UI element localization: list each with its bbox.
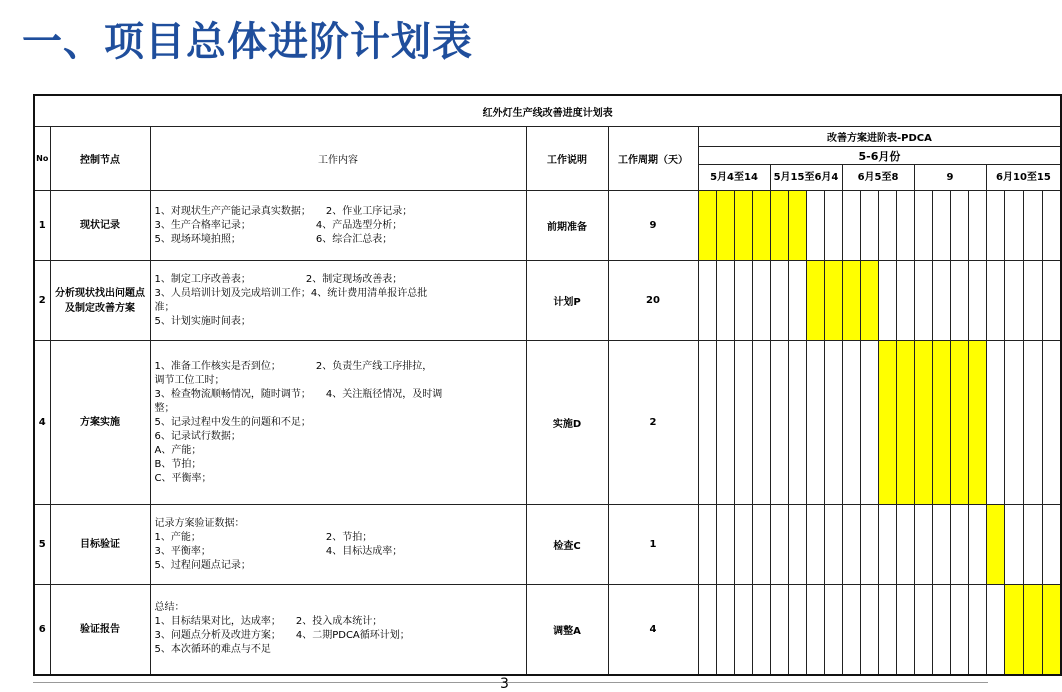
work-content [150, 585, 526, 675]
gantt-cell [770, 341, 788, 505]
gantt-bar-cell [950, 341, 968, 505]
table-row [34, 341, 1061, 505]
gantt-bar-cell [896, 341, 914, 505]
gantt-cell [806, 341, 824, 505]
header-node: 控制节点 [50, 127, 150, 191]
row-number: 2 [34, 261, 50, 341]
gantt-cell [842, 191, 860, 261]
work-period: 1 [608, 505, 698, 585]
gantt-cell [1004, 191, 1023, 261]
content-line: 3、问题点分析及改进方案； 4、二期PDCA循环计划； [154, 630, 410, 642]
gantt-cell [788, 341, 806, 505]
gantt-bar-cell [824, 261, 842, 341]
control-node: 验证报告 [50, 585, 150, 675]
gantt-cell [734, 505, 752, 585]
week-header: 9 [914, 165, 986, 191]
work-content [150, 505, 526, 585]
gantt-bar-cell [932, 341, 950, 505]
gantt-cell [860, 505, 878, 585]
work-content [150, 191, 526, 261]
gantt-bar-cell [968, 341, 986, 505]
gantt-cell [914, 505, 932, 585]
gantt-bar-cell [788, 191, 806, 261]
gantt-cell [878, 585, 896, 675]
gantt-cell [932, 585, 950, 675]
gantt-cell [914, 261, 932, 341]
content-line: 3、生产合格率记录； 4、产品选型分析； [154, 219, 403, 231]
gantt-cell [842, 505, 860, 585]
week-header: 5月15至6月4 [770, 165, 842, 191]
page-number: 3 [500, 676, 509, 692]
work-description: 计划P [526, 261, 608, 341]
table-row [34, 261, 1061, 341]
gantt-cell [878, 191, 896, 261]
gantt-cell [842, 585, 860, 675]
gantt-bar-cell [1023, 585, 1042, 675]
gantt-cell [770, 261, 788, 341]
content-line: 总结： [154, 602, 185, 614]
gantt-cell [824, 505, 842, 585]
gantt-cell [824, 341, 842, 505]
week-header: 5月4至14 [698, 165, 770, 191]
row-number: 6 [34, 585, 50, 675]
gantt-cell [770, 585, 788, 675]
gantt-cell [950, 505, 968, 585]
gantt-cell [1042, 191, 1061, 261]
gantt-cell [860, 341, 878, 505]
content-line: 调节工位工时； [154, 374, 225, 386]
gantt-bar-cell [770, 191, 788, 261]
gantt-cell [752, 505, 770, 585]
gantt-cell [734, 341, 752, 505]
work-description: 调整A [526, 585, 608, 675]
work-description: 前期准备 [526, 191, 608, 261]
gantt-cell [788, 585, 806, 675]
gantt-cell [968, 585, 986, 675]
gantt-cell [950, 585, 968, 675]
content-line: 整； [154, 402, 175, 414]
content-line: 3、平衡率； 4、目标达成率； [154, 545, 403, 557]
gantt-cell [1004, 341, 1023, 505]
work-period: 9 [608, 191, 698, 261]
gantt-bar-cell [752, 191, 770, 261]
header-period: 工作周期（天） [608, 127, 698, 191]
gantt-cell [986, 261, 1004, 341]
control-node: 目标验证 [50, 505, 150, 585]
gantt-cell [1004, 261, 1023, 341]
gantt-cell [698, 341, 716, 505]
gantt-cell [716, 261, 734, 341]
work-period: 20 [608, 261, 698, 341]
gantt-bar-cell [806, 261, 824, 341]
schedule-table-container [33, 94, 1051, 678]
gantt-cell [788, 261, 806, 341]
content-line: 5、过程问题点记录； [154, 559, 251, 571]
gantt-cell [752, 585, 770, 675]
week-header: 6月10至15 [986, 165, 1061, 191]
gantt-cell [1023, 261, 1042, 341]
gantt-cell [986, 191, 1004, 261]
row-number: 5 [34, 505, 50, 585]
gantt-cell [698, 585, 716, 675]
gantt-cell [1023, 341, 1042, 505]
gantt-cell [1004, 505, 1023, 585]
content-line: 1、目标结果对比，达成率； 2、投入成本统计； [154, 616, 383, 628]
gantt-cell [878, 505, 896, 585]
week-header: 6月5至8 [842, 165, 914, 191]
gantt-cell [716, 341, 734, 505]
page-title: 一、项目总体进阶计划表 [22, 19, 473, 65]
gantt-cell [986, 341, 1004, 505]
header-no: No [34, 127, 50, 191]
content-line: 5、计划实施时间表； [154, 315, 251, 327]
schedule-table [33, 94, 1062, 676]
gantt-cell [986, 585, 1004, 675]
row-number: 1 [34, 191, 50, 261]
content-line: 准； [154, 301, 175, 313]
gantt-cell [950, 191, 968, 261]
gantt-cell [878, 261, 896, 341]
gantt-cell [1042, 505, 1061, 585]
gantt-cell [824, 191, 842, 261]
gantt-cell [770, 505, 788, 585]
gantt-bar-cell [860, 261, 878, 341]
gantt-cell [914, 585, 932, 675]
gantt-bar-cell [1042, 585, 1061, 675]
table-row [34, 505, 1061, 585]
gantt-cell [860, 191, 878, 261]
gantt-cell [806, 585, 824, 675]
gantt-bar-cell [716, 191, 734, 261]
gantt-cell [968, 505, 986, 585]
content-line: A、产能； [154, 444, 202, 456]
content-line: 记录方案验证数据： [154, 517, 245, 529]
gantt-cell [752, 261, 770, 341]
content-line: 3、检查物流顺畅情况，随时调节； 4、关注瓶径情况，及时调 [154, 388, 443, 400]
content-line: 5、记录过程中发生的问题和不足； [154, 416, 311, 428]
gantt-cell [1042, 261, 1061, 341]
table-title: 红外灯生产线改善进度计划表 [34, 95, 1061, 127]
gantt-bar-cell [878, 341, 896, 505]
gantt-bar-cell [986, 505, 1004, 585]
gantt-cell [806, 505, 824, 585]
gantt-cell [950, 261, 968, 341]
gantt-cell [1023, 191, 1042, 261]
gantt-cell [842, 341, 860, 505]
header-gantt-month: 5-6月份 [698, 147, 1061, 165]
gantt-cell [788, 505, 806, 585]
gantt-cell [716, 505, 734, 585]
work-content [150, 261, 526, 341]
gantt-cell [932, 505, 950, 585]
gantt-cell [896, 261, 914, 341]
gantt-cell [1042, 341, 1061, 505]
gantt-cell [716, 585, 734, 675]
gantt-cell [914, 191, 932, 261]
gantt-cell [896, 505, 914, 585]
content-line: B、节拍； [154, 458, 202, 470]
content-line: 1、对现状生产产能记录真实数据； 2、作业工序记录； [154, 205, 413, 217]
gantt-cell [896, 585, 914, 675]
gantt-bar-cell [698, 191, 716, 261]
content-line: 5、现场环境拍照； 6、综合汇总表； [154, 233, 393, 245]
table-row [34, 585, 1061, 675]
row-number: 4 [34, 341, 50, 505]
content-line: 5、本次循环的难点与不足 [154, 644, 271, 656]
gantt-bar-cell [914, 341, 932, 505]
gantt-cell [932, 261, 950, 341]
content-line: 6、记录试行数据； [154, 430, 241, 442]
gantt-cell [860, 585, 878, 675]
header-gantt-top: 改善方案进阶表-PDCA [698, 127, 1061, 147]
gantt-cell [752, 341, 770, 505]
content-line: 3、人员培训计划及完成培训工作；4、统计费用清单报许总批 [154, 287, 428, 299]
gantt-cell [734, 261, 752, 341]
gantt-cell [896, 191, 914, 261]
content-line: 1、产能； 2、节拍； [154, 531, 373, 543]
work-description: 检查C [526, 505, 608, 585]
control-node: 方案实施 [50, 341, 150, 505]
gantt-bar-cell [842, 261, 860, 341]
control-node: 分析现状找出问题点及制定改善方案 [50, 261, 150, 341]
gantt-cell [824, 585, 842, 675]
header-content: 工作内容 [150, 127, 526, 191]
header-desc: 工作说明 [526, 127, 608, 191]
gantt-cell [698, 505, 716, 585]
gantt-cell [734, 585, 752, 675]
footer-rule [33, 682, 988, 683]
control-node: 现状记录 [50, 191, 150, 261]
table-row [34, 191, 1061, 261]
content-line: C、平衡率； [154, 472, 212, 484]
content-line: 1、制定工序改善表； 2、制定现场改善表； [154, 273, 403, 285]
gantt-cell [698, 261, 716, 341]
gantt-cell [932, 191, 950, 261]
work-period: 4 [608, 585, 698, 675]
gantt-cell [1023, 505, 1042, 585]
work-period: 2 [608, 341, 698, 505]
content-line: 1、准备工作核实是否到位； 2、负责生产线工序排拉， [154, 360, 433, 372]
gantt-bar-cell [1004, 585, 1023, 675]
gantt-cell [968, 191, 986, 261]
work-description: 实施D [526, 341, 608, 505]
gantt-cell [806, 191, 824, 261]
gantt-bar-cell [734, 191, 752, 261]
work-content [150, 341, 526, 505]
gantt-cell [968, 261, 986, 341]
